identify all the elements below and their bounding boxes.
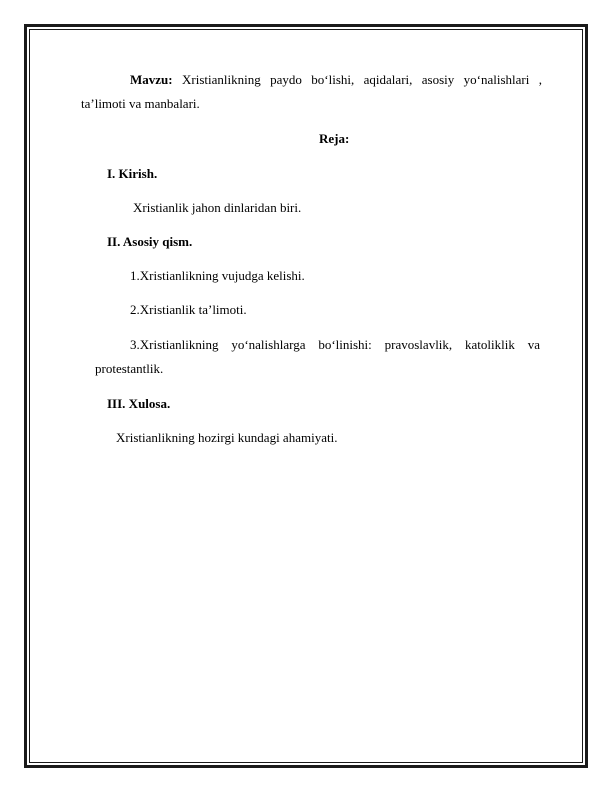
topic-text: Xristianlikning paydo bo‘lishi, aqidalari, asosiy yo‘nalishlari , (182, 72, 543, 87)
main-item-2: 2.Xristianlik ta’limoti. (130, 302, 247, 317)
intro-text: Xristianlik jahon dinlaridan biri. (133, 200, 302, 215)
topic-line-1 (130, 72, 542, 88)
conclusion-text: Xristianlikning hozirgi kundagi ahamiyati. (116, 430, 338, 445)
conclusion-heading: III. Xulosa. (107, 396, 171, 411)
plan-heading: Reja: (319, 131, 350, 146)
main-heading: II. Asosiy qism. (107, 234, 193, 249)
main-item-3-line-1: 3.Xristianlikning yo‘nalishlarga bo‘linishi: pravoslavlik, katoliklik va (130, 337, 540, 352)
intro-heading: I. Kirish. (107, 166, 158, 181)
main-item-1: 1.Xristianlikning vujudga kelishi. (130, 268, 305, 283)
topic-label: Mavzu: (130, 72, 173, 87)
main-item-3-line-2: protestantlik. (95, 361, 164, 376)
topic-line-2: ta’limoti va manbalari. (81, 96, 200, 111)
